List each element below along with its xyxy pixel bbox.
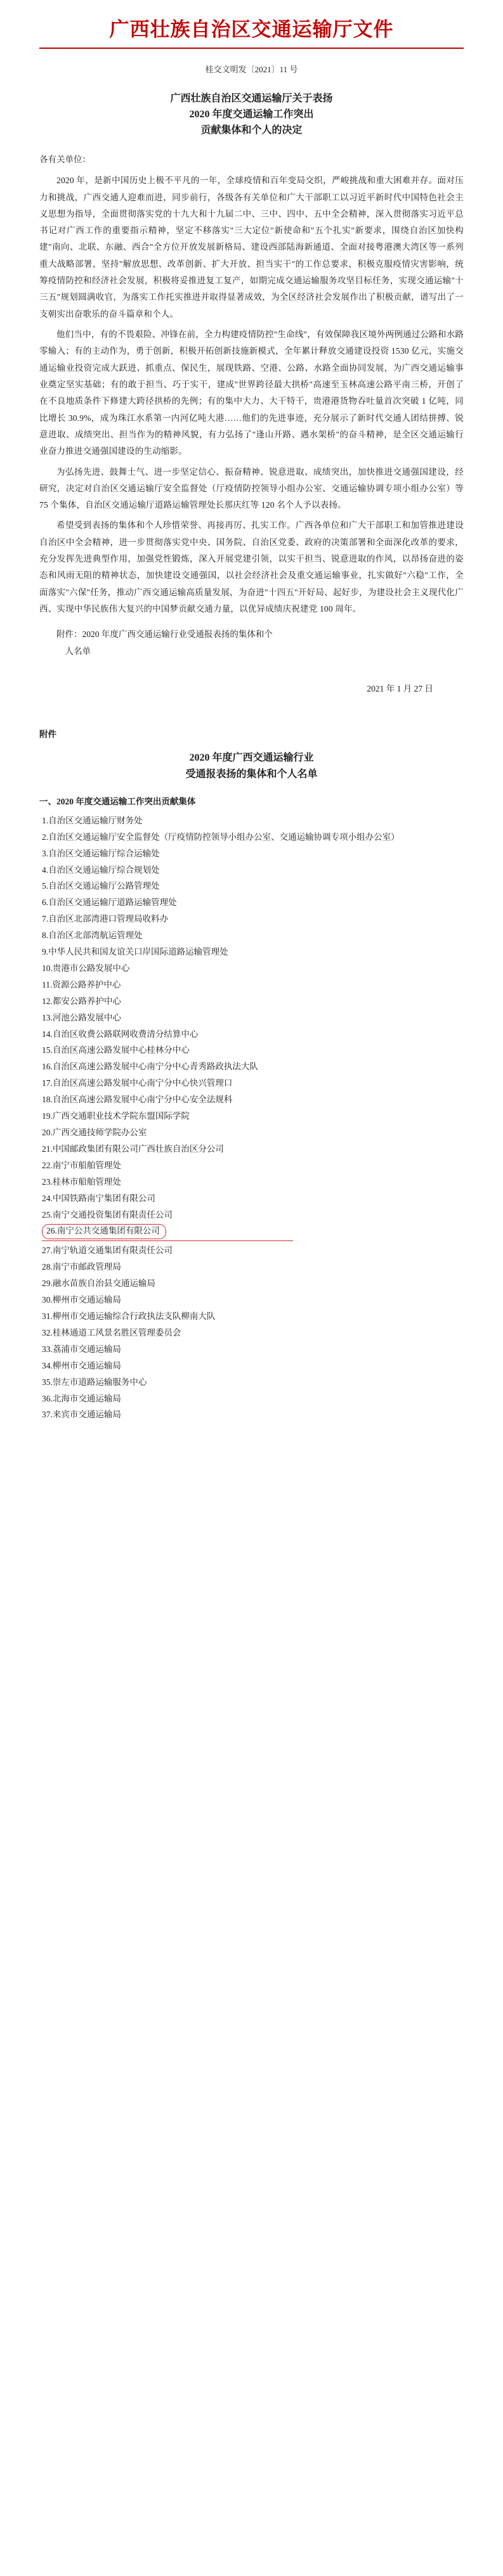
appendix-label: 附件 [39,729,56,739]
list-item: 33.荔浦市交通运输局 [42,1344,121,1354]
list-item: 34.柳州市交通运输局 [42,1360,121,1370]
masthead [39,18,464,49]
list-item: 13.河池公路发展中心 [42,1012,121,1022]
appendix-list [39,813,464,1424]
attachment-note-main: 附件：2020 年度广西交通运输行业受通报表扬的集体和个 [56,629,273,640]
list-item: 19.广西交通职业技术学院东盟国际学院 [42,1111,190,1121]
list-item: 35.崇左市道路运输服务中心 [42,1377,147,1387]
list-item: 28.南宁市邮政管理局 [42,1262,121,1272]
salutation: 各有关单位： [39,154,91,164]
list-item: 17.自治区高速公路发展中心南宁分中心快兴管理口 [42,1078,233,1088]
attachment-note-sub: 人名单 [65,646,91,656]
page-title-line-2: 2020 年度交通运输工作突出 [189,108,314,120]
list-item: 4.自治区交通运输厅综合规划处 [42,865,160,875]
list-item: 25.南宁交通投资集团有限责任公司 [42,1209,173,1220]
highlighted-entry: 26.南宁公共交通集团有限公司 [42,1224,166,1239]
list-item: 36.北海市交通运输局 [42,1393,121,1403]
page-title-line-1: 广西壮族自治区交通运输厅关于表扬 [170,93,333,105]
list-item: 30.柳州市交通运输局 [42,1295,121,1305]
list-item: 8.自治区北部湾航运管理处 [42,931,143,941]
list-item: 5.自治区交通运输厅公路管理处 [42,881,160,891]
appendix-title-line-1: 2020 年度广西交通运输行业 [189,752,314,763]
list-item: 14.自治区收费公路联网收费清分结算中心 [42,1029,199,1039]
page-title-line-3: 贡献集体和个人的决定 [200,124,303,136]
list-item: 9.中华人民共和国友谊关口岸国际道路运输管理处 [42,947,228,957]
appendix-title-line-2: 受通报表扬的集体和个人名单 [185,768,318,780]
list-item: 3.自治区交通运输厅综合运输处 [42,848,160,858]
list-item: 20.广西交通技师学院办公室 [42,1128,147,1138]
document-number: 桂交文明发〔2021〕11 号 [205,65,298,75]
list-item: 11.资源公路养护中心 [42,979,121,989]
list-item [39,1223,464,1241]
list-item: 15.自治区高速公路发展中心桂林分中心 [42,1045,190,1055]
list-item: 31.柳州市交通运输综合行政执法支队柳南大队 [42,1311,216,1321]
appendix-title [39,750,464,782]
list-item: 24.中国铁路南宁集团有限公司 [42,1193,155,1203]
list-item: 7.自治区北部湾港口管理局收料办 [42,914,169,924]
list-item: 21.中国邮政集团有限公司广西壮族自治区分公司 [42,1143,224,1154]
list-item: 37.来宾市交通运输局 [42,1410,121,1420]
list-item: 1.自治区交通运输厅财务处 [42,815,143,825]
body-paragraph: 为弘扬先进、鼓舞士气、进一步坚定信心、振奋精神、锐意进取、成绩突出，加快推进交通强国建设，经研究，决定对自治区交通运输厅安全监督处（厅疫情防控领导小组办公室、交通运输协调专项小组办公室）等 75 个集体，自治区交通运输厅道路运输管理处长那庆红等 120 名个人予以表扬。 [39,467,464,510]
list-item: 12.都安公路养护中心 [42,996,121,1006]
body-paragraph: 他们当中，有的不畏艰险、冲锋在前，全力构建疫情防控"生命线"，有效保障我区境外两例通过公路和水路零输入；有的主动作为，勇于创新，积极开拓创新技施新模式，全年累计释放交通建设投资 1530 亿元，实施交通运输业投资完成大跃进、抓重点、保民生，展现铁路、空港、公路、水路全面协同发展，为广西交通运输事业奠定坚实基础；有的敢于担当、巧于实干，建成"世界跨径最大拱桥"高速至玉林高速公路平南三桥，开创了在不良地质条件下修建大跨径拱桥的先例；有的集中大力、大干特干，贵港港货物吞吐量首次突破 1 亿吨，同比增长 30.9%，成为珠江水系第一内河亿吨大港……他们的先进事迹，充分展示了新时代交通人团结拼搏、锐意进取、成绩突出、担当作为的精神风貌，有力弘扬了"逢山开路、遇水架桥"的奋斗精神，是全区交通运输行业奋力推进交通强国建设的生动缩影。 [39,330,464,456]
list-item: 6.自治区交通运输厅道路运输管理处 [42,898,177,908]
signature-date: 2021 年 1 月 27 日 [367,683,433,693]
body-paragraph: 2020 年，是新中国历史上极不平凡的一年，全球疫情和百年变局交织，严峻挑战和重大困难并存。面对压力和挑战，广西交通人迎难而进，同步前行，各级各有关单位和广大干部职工以习近平新时代中国特色社会主义思想为指导，全面贯彻落实党的十九大和十九届二中、三中、四中、五中全会精神，深入贯彻落实习近平总书记对广西工作的重要指示精神，坚定不移落实"三大定位"新使命和"五个扎实"新要求，围绕自治区加快构建"南向、北联、东融、西合"全方位开放发展新格局、建设西部陆海新通道、全面对接粤港澳大湾区等一系列重大战略部署，坚持"解放思想、改革创新、扩大开放、担当实干"的工作总要求，积极克服疫情灾害影响，统筹疫情防控和经济社会发展，积极将妥推进复工复产，如期完成交通运输服务攻坚目标任务，实现交通运输"十三五"规划圆满收官，为落实工作托实推进并取得显著成效，为全区经济社会发展作出了积极贡献，谱写出了一支朝实出奋歌乐的奋斗篇章和个人。 [39,176,464,319]
list-item: 2.自治区交通运输厅安全监督处（厅疫情防控领导小组办公室、交通运输协调专项小组办公室） [42,832,400,842]
body-paragraph: 希望受到表扬的集体和个人珍惜荣誉、再接再厉、扎实工作。广西各单位和广大干部职工和加管推进建设自治区中全会精神，进一步贯彻落实党中央、国务院、自治区党委、政府的决策部署和全面深化改革的要求，充分发挥先进典型作用，加强党性锻炼，深入开展党建引领，以实干担当、锐意进取的作风，以昂扬奋进的姿态和风雨无阻的精神状态，加快建设交通强国，以社会经济社会及重交通运输事业，扎实做好"六稳"工作，全面落实"六保"任务，推动广西交通运输高质量发展，为奋进"十四五"开好局、起好步，为建设社会主义现代化广西、实现中华民族伟大复兴的中国梦贡献交通力量，以优异成绩庆祝建党 100 周年。 [39,520,464,614]
list-item: 23.桂林市船舶管理处 [42,1176,121,1187]
list-item: 18.自治区高速公路发展中心南宁分中心安全法规科 [42,1095,233,1105]
list-item: 10.贵港市公路发展中心 [42,963,130,973]
list-item: 16.自治区高速公路发展中心南宁分中心青秀路政执法大队 [42,1062,258,1072]
list-item: 22.南宁市船舶管理处 [42,1160,121,1170]
list-item: 29.融水苗族自治县交通运输局 [42,1278,155,1289]
list-item: 27.南宁轨道交通集团有限责任公司 [42,1246,173,1256]
masthead-divider [39,48,464,49]
page-title [53,91,450,138]
section-heading: 一、2020 年度交通运输工作突出贡献集体 [39,797,196,807]
masthead-title: 广西壮族自治区交通运输厅文件 [109,18,394,41]
list-item: 32.桂林通道工风景名胜区管理委员会 [42,1327,181,1337]
red-underline [42,1240,293,1241]
attachment-note [39,626,464,660]
